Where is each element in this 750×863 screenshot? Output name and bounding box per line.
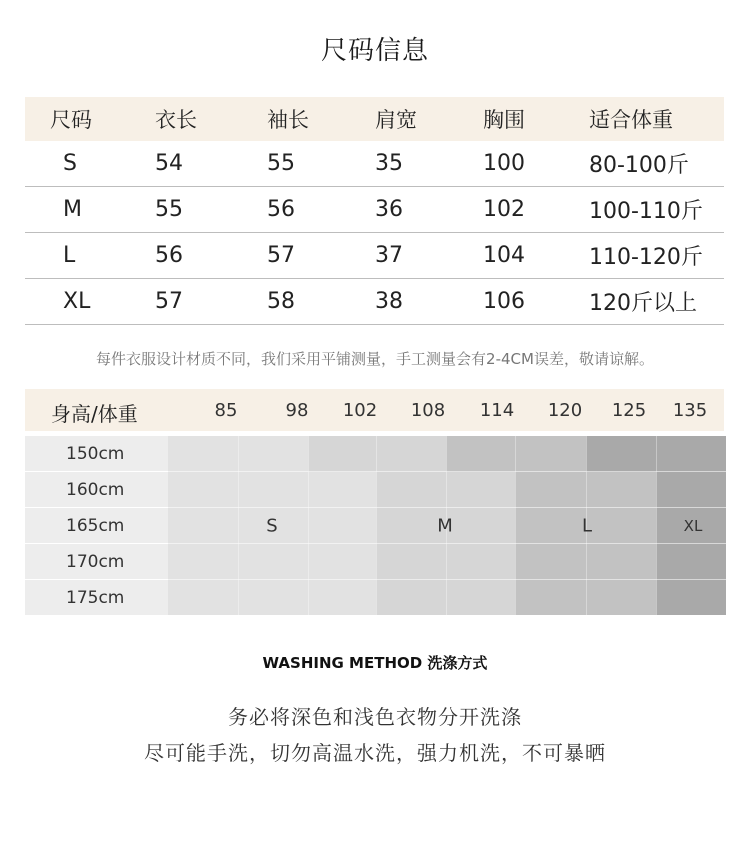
size-table	[25, 97, 724, 325]
weight-102: 102	[342, 400, 378, 421]
cell-shoulder: 38	[375, 279, 483, 325]
cell-size: XL	[25, 279, 155, 325]
grid-divider	[238, 436, 239, 615]
grid-divider	[376, 436, 377, 615]
height-175: 175cm	[25, 580, 168, 615]
cell-chest: 104	[483, 233, 589, 279]
height-weight-header	[25, 389, 724, 431]
size-mark-m: M	[437, 515, 453, 537]
height-weight-grid	[25, 436, 726, 615]
cell-size: S	[25, 141, 155, 187]
cell-length: 57	[155, 279, 267, 325]
header-size: 尺码	[25, 97, 155, 141]
cell-weight: 80-100斤	[589, 141, 724, 187]
weight-114: 114	[479, 400, 515, 421]
table-row	[25, 187, 724, 233]
table-row	[25, 279, 724, 325]
size-region-l	[446, 436, 586, 472]
cell-length: 56	[155, 233, 267, 279]
washing-line-1: 务必将深色和浅色衣物分开洗涤	[228, 705, 522, 729]
cell-length: 55	[155, 187, 267, 233]
height-165: 165cm	[25, 508, 168, 543]
measurement-note: 每件衣服设计材质不同，我们采用平铺测量，手工测量会有2-4CM误差，敬请谅解。	[96, 350, 654, 368]
size-mark-l: L	[581, 515, 593, 537]
cell-chest: 100	[483, 141, 589, 187]
size-region-m	[308, 436, 446, 472]
cell-length: 54	[155, 141, 267, 187]
cell-shoulder: 36	[375, 187, 483, 233]
cell-sleeve: 56	[267, 187, 375, 233]
weight-85: 85	[214, 400, 238, 421]
weight-135: 135	[672, 400, 708, 421]
weight-108: 108	[410, 400, 446, 421]
height-160: 160cm	[25, 472, 168, 507]
cell-sleeve: 57	[267, 233, 375, 279]
cell-sleeve: 58	[267, 279, 375, 325]
header-sleeve: 袖长	[267, 97, 375, 141]
height-170: 170cm	[25, 544, 168, 579]
weight-98: 98	[285, 400, 309, 421]
table-row	[25, 141, 724, 187]
washing-title: WASHING METHOD 洗涤方式	[262, 654, 488, 672]
cell-shoulder: 37	[375, 233, 483, 279]
cell-weight: 110-120斤	[589, 233, 724, 279]
cell-weight: 120斤以上	[589, 279, 724, 325]
cell-sleeve: 55	[267, 141, 375, 187]
table-row	[25, 233, 724, 279]
cell-shoulder: 35	[375, 141, 483, 187]
header-chest: 胸围	[483, 97, 589, 141]
size-mark-xl: XL	[683, 517, 703, 535]
size-mark-s: S	[266, 515, 278, 537]
cell-size: M	[25, 187, 155, 233]
cell-weight: 100-110斤	[589, 187, 724, 233]
grid-divider	[515, 436, 516, 615]
grid-divider	[656, 436, 657, 615]
washing-line-2: 尽可能手洗，切勿高温水洗，强力机洗，不可暴晒	[144, 741, 606, 765]
cell-size: L	[25, 233, 155, 279]
size-table-header-row	[25, 97, 724, 141]
header-shoulder: 肩宽	[375, 97, 483, 141]
header-length: 衣长	[155, 97, 267, 141]
weight-120: 120	[547, 400, 583, 421]
weight-125: 125	[611, 400, 647, 421]
grid-divider	[308, 436, 309, 615]
height-weight-label: 身高/体重	[51, 402, 138, 426]
height-150: 150cm	[25, 436, 168, 471]
header-weight: 适合体重	[589, 97, 724, 141]
page-title: 尺码信息	[320, 36, 429, 66]
cell-chest: 106	[483, 279, 589, 325]
cell-chest: 102	[483, 187, 589, 233]
